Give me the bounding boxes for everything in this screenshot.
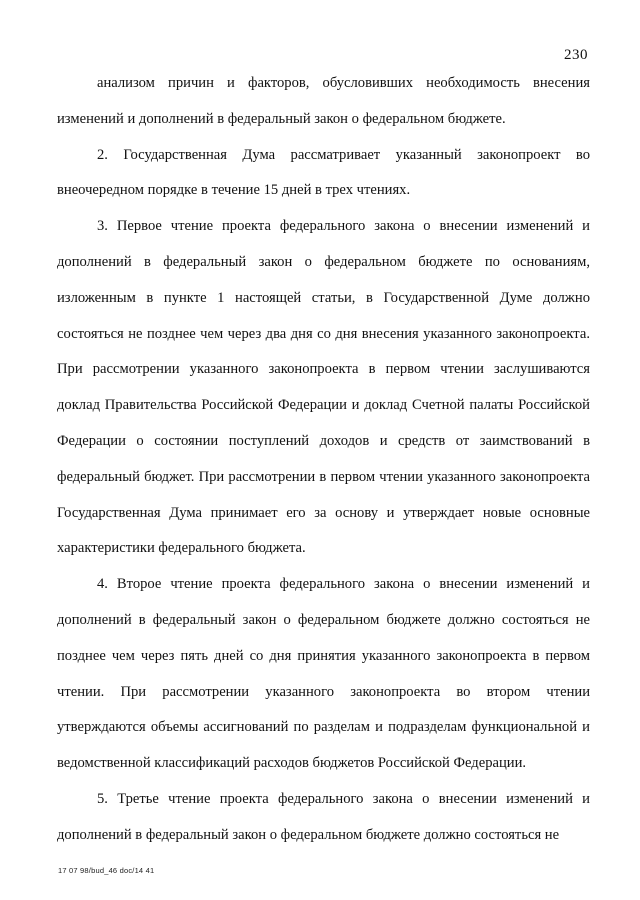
page-number: 230 xyxy=(564,47,588,63)
paragraph-3: 3. Первое чтение проекта федерального закона о внесении изменений и дополнений в федеральный закон о федеральном бюджете по основаниям, изложенным в пункте 1 настоящей статьи, в Государственной Думе должно состояться не позднее чем через два дня со дня внесения указанного законопроекта. При рассмотрении указанного законопроекта в первом чтении заслушиваются доклад Правительства Российской Федерации и доклад Счетной палаты Российской Федерации о состоянии поступлений доходов и средств от заимствований в федеральный бюджет. При рассмотрении в первом чтении указанного законопроекта Государственная Дума принимает его за основу и утверждает новые основные характеристики федерального бюджета. xyxy=(57,218,590,557)
file-footer: 17 07 98/bud_46 doc/14 41 xyxy=(58,866,155,875)
document-body xyxy=(57,66,590,854)
paragraph-continuation: анализом причин и факторов, обусловивших необходимость внесения изменений и дополнений в федеральный закон о федеральном бюджете. xyxy=(57,75,590,127)
paragraph-2: 2. Государственная Дума рассматривает указанный законопроект во внеочередном порядке в течение 15 дней в трех чтениях. xyxy=(57,146,590,199)
paragraph-4: 4. Второе чтение проекта федерального закона о внесении изменений и дополнений в федеральный закон о федеральном бюджете должно состояться не позднее чем через пять дней со дня принятия указанного законопроекта в первом чтении. При рассмотрении указанного законопроекта во втором чтении утверждаются объемы ассигнований по разделам и подразделам функциональной и ведомственной классификаций расходов бюджетов Российской Федерации. xyxy=(57,576,590,772)
paragraph-5: 5. Третье чтение проекта федерального закона о внесении изменений и дополнений в федеральный закон о федеральном бюджете должно состояться не xyxy=(57,790,590,843)
